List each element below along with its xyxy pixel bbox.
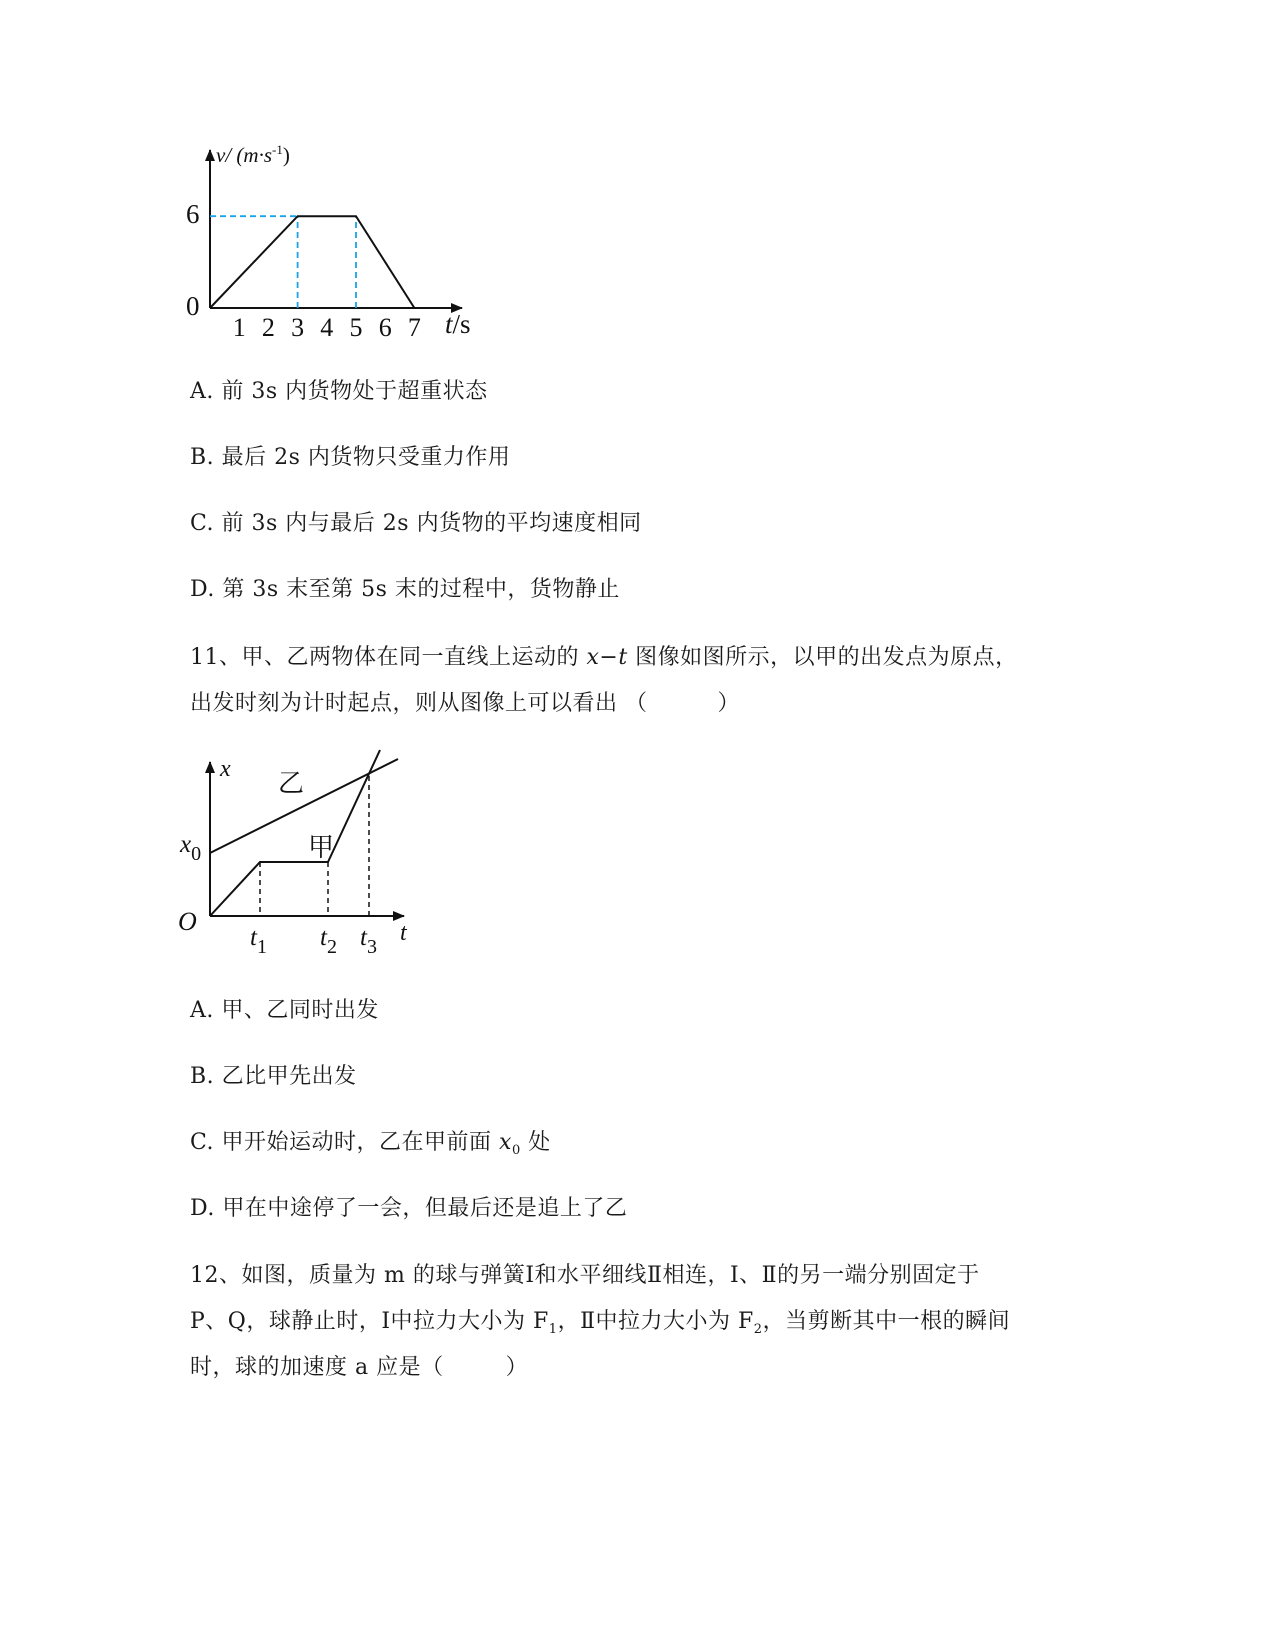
x-tick-label: 1 xyxy=(232,313,246,342)
x0-label: $x_0$ xyxy=(180,831,202,865)
q12-stem-line2 xyxy=(190,1306,1010,1346)
y-tick-6: 6 xyxy=(186,199,200,229)
x-tick-label: 3 xyxy=(291,313,305,342)
yi-label: 乙 xyxy=(278,769,305,798)
x-tick-label: 6 xyxy=(378,313,392,342)
x-tick-label: 7 xyxy=(407,313,421,342)
q11-stem-text-c: 出发时刻为计时起点，则从图像上可以看出 （ xyxy=(190,691,648,716)
q11-stem-var: x−t xyxy=(586,645,628,670)
q10-option-b: B. 最后 2s 内货物只受重力作用 xyxy=(190,445,511,470)
q12-stem-text-e: ） xyxy=(505,1355,529,1380)
t2-label: $t_2$ xyxy=(320,924,337,958)
q12-stem-line3 xyxy=(190,1352,528,1384)
q12-stem-line1: 12、如图，质量为 m 的球与弹簧Ⅰ和水平细线Ⅱ相连，Ⅰ、Ⅱ的另一端分别固定于 xyxy=(190,1263,980,1288)
x-axis-label: t xyxy=(400,920,407,946)
velocity-line xyxy=(210,216,414,308)
q11-stem-line2 xyxy=(190,688,740,720)
q11-option-c-text-b: 处 xyxy=(520,1130,551,1155)
origin-label: 0 xyxy=(186,291,200,321)
q12-stem-text-c: ，当剪断其中一根的瞬间 xyxy=(762,1309,1011,1334)
x-tick-label: 2 xyxy=(261,313,275,342)
position-time-graph-svg xyxy=(170,750,430,970)
x-tick-label: 4 xyxy=(320,313,334,342)
q12-stem-text-a: P、Q，球静止时，Ⅰ中拉力大小为 F xyxy=(190,1309,549,1334)
velocity-time-graph xyxy=(180,140,500,350)
q10-option-d: D. 第 3s 末至第 5s 末的过程中，货物静止 xyxy=(190,577,620,602)
q12-stem-text-b: ，Ⅱ中拉力大小为 F xyxy=(557,1309,754,1334)
x-tick-label: 5 xyxy=(349,313,363,342)
q11-option-c-text-a: C. 甲开始运动时，乙在甲前面 xyxy=(190,1130,500,1155)
q11-stem-text-b: 图像如图所示，以甲的出发点为原点， xyxy=(627,645,1018,670)
q10-option-a: A. 前 3s 内货物处于超重状态 xyxy=(190,379,488,404)
y-axis-label: v/ $(m\cdot s^{-1})$ xyxy=(216,142,290,167)
q11-option-b: B. 乙比甲先出发 xyxy=(190,1064,357,1089)
jia-label: 甲 xyxy=(308,833,335,862)
q11-option-c-var: x xyxy=(499,1130,512,1155)
velocity-time-graph-svg xyxy=(180,140,500,350)
origin-label: O xyxy=(178,907,197,936)
y-axis-label: x xyxy=(220,756,231,782)
position-time-graph xyxy=(170,750,430,970)
q11-option-c-sub: 0 xyxy=(511,1143,521,1158)
q11-option-c xyxy=(190,1127,551,1167)
t3-label: $t_3$ xyxy=(360,924,377,958)
t1-label: $t_1$ xyxy=(250,924,267,958)
q12-sub-2: 2 xyxy=(753,1322,763,1337)
q11-stem-text-a: 11、甲、乙两物体在同一直线上运动的 xyxy=(190,645,587,670)
q11-stem-line1 xyxy=(190,642,1018,674)
q10-option-c: C. 前 3s 内与最后 2s 内货物的平均速度相同 xyxy=(190,511,642,536)
q11-option-d: D. 甲在中途停了一会，但最后还是追上了乙 xyxy=(190,1196,628,1221)
x-axis-label: t/s xyxy=(445,309,471,339)
q12-sub-1: 1 xyxy=(548,1322,558,1337)
q11-stem-text-d: ） xyxy=(717,691,741,716)
q12-stem-text-d: 时，球的加速度 a 应是（ xyxy=(190,1355,444,1380)
q11-option-a: A. 甲、乙同时出发 xyxy=(190,998,379,1023)
